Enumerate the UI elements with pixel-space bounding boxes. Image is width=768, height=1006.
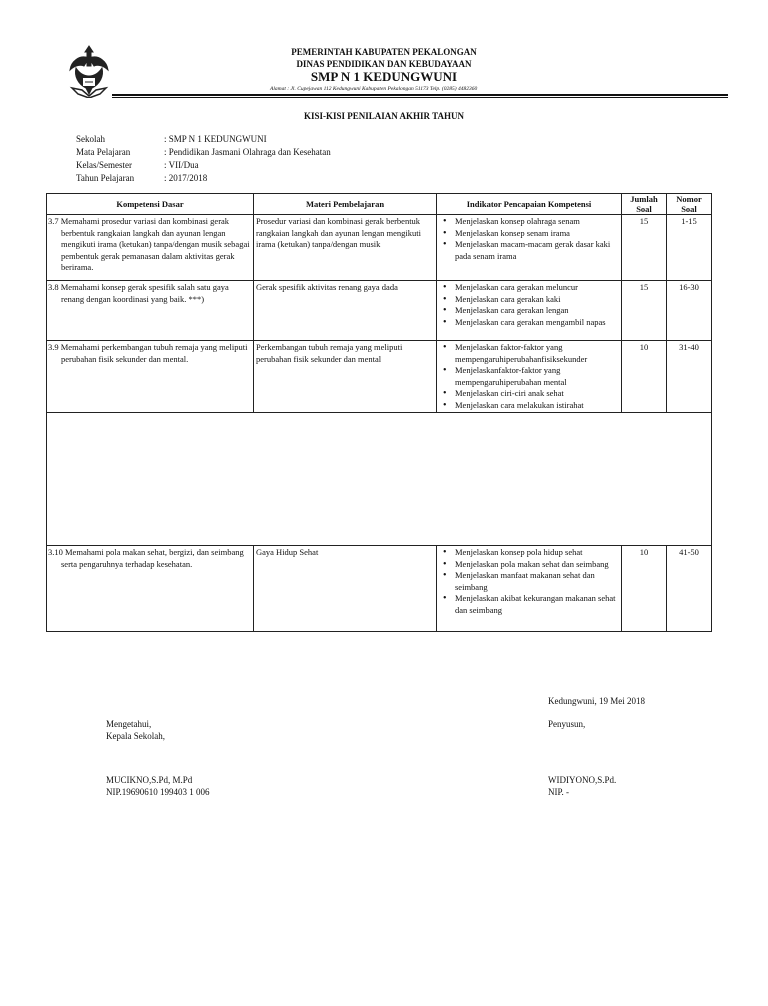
cell-materi: Gaya Hidup Sehat: [254, 546, 437, 632]
indicator-item: • Menjelaskan macam-macam gerak dasar kaki pada senam irama: [455, 239, 619, 262]
table-row: [47, 341, 712, 413]
indicator-item: • Menjelaskan cara melakukan istirahat: [455, 400, 619, 412]
info-value: : VII/Dua: [164, 160, 199, 170]
table-row: [47, 215, 712, 281]
cell-kd: 3.9 Memahami perkembangan tubuh remaja yang meliputi perubahan fisik sekunder dan mental.: [47, 341, 254, 413]
letterhead-rule-thick: [112, 94, 728, 96]
page-break-cell: [47, 413, 712, 546]
signature-acknowledge: Mengetahui,: [106, 719, 152, 729]
letterhead-government: PEMERINTAH KABUPATEN PEKALONGAN: [291, 47, 477, 57]
cell-kd: 3.10 Memahami pola makan sehat, bergizi, dan seimbang serta pengaruhnya terhadap kesehatan.: [47, 546, 254, 632]
info-label: Mata Pelajaran: [76, 147, 131, 157]
cell-nomor: 41-50: [667, 546, 712, 632]
cell-indikator: [437, 215, 622, 281]
cell-indikator: [437, 341, 622, 413]
indicator-item: • Menjelaskan cara gerakan mengambil napas: [455, 317, 619, 329]
info-value: : SMP N 1 KEDUNGWUNI: [164, 134, 267, 144]
indicator-item: • Menjelaskan cara gerakan meluncur: [455, 282, 619, 294]
table-row: [47, 281, 712, 341]
header-materi: Materi Pembelajaran: [254, 194, 437, 215]
cell-materi: Prosedur variasi dan kombinasi gerak berbentuk rangkaian langkah dan ayunan lengan mengikuti irama (ketukan) tanpa/dengan musik: [254, 215, 437, 281]
letterhead-rule-thin: [112, 97, 728, 98]
cell-materi: Gerak spesifik aktivitas renang gaya dada: [254, 281, 437, 341]
info-row-year: [76, 172, 331, 185]
info-label: Kelas/Semester: [76, 160, 132, 170]
indicator-item: • Menjelaskan cara gerakan kaki: [455, 294, 619, 306]
signature-right-title: Penyusun,: [548, 719, 586, 729]
info-row-subject: [76, 146, 331, 159]
indicator-item: • Menjelaskan cara gerakan lengan: [455, 305, 619, 317]
author-nip: NIP. -: [548, 787, 570, 797]
indicator-item: • Menjelaskan faktor-faktor yang mempengaruhiperubahanfisiksekunder: [455, 342, 619, 365]
indicator-item: • Menjelaskan konsep olahraga senam: [455, 216, 619, 228]
info-row-class: [76, 159, 331, 172]
header-jumlah: Jumlah Soal: [622, 194, 667, 215]
signature-left: [106, 718, 165, 742]
signature-left-identity: [106, 774, 210, 798]
cell-jumlah: 10: [622, 341, 667, 413]
table-row: [47, 546, 712, 632]
cell-jumlah: 15: [622, 281, 667, 341]
cell-nomor: 31-40: [667, 341, 712, 413]
indicator-item: • Menjelaskan ciri-ciri anak sehat: [455, 388, 619, 400]
author-name: WIDIYONO,S.Pd.: [548, 775, 617, 785]
cell-jumlah: 10: [622, 546, 667, 632]
cell-kd: 3.7 Memahami prosedur variasi dan kombinasi gerak berbentuk rangkaian langkah dan ayunan lengan mengikuti irama (ketukan) tanpa/dengan musik sebagai pembentuk gerak pemanasan dalam aktivitas gerak berirama.: [47, 215, 254, 281]
indicator-item: • Menjelaskan konsep pola hidup sehat: [455, 547, 619, 559]
document-info: [76, 133, 331, 185]
letterhead-department: DINAS PENDIDIKAN DAN KEBUDAYAAN: [296, 59, 472, 69]
info-value: : 2017/2018: [164, 173, 208, 183]
cell-nomor: 1-15: [667, 215, 712, 281]
cell-indikator: [437, 546, 622, 632]
header-kd: Kompetensi Dasar: [47, 194, 254, 215]
document-title: KISI-KISI PENILAIAN AKHIR TAHUN: [304, 111, 464, 121]
letterhead-school: SMP N 1 KEDUNGWUNI: [310, 69, 458, 84]
indicator-item: • Menjelaskan akibat kekurangan makanan sehat dan seimbang: [455, 593, 619, 616]
indicator-item: • Menjelaskanfaktor-faktor yang mempengaruhiperubahan mental: [455, 365, 619, 388]
table-header-row: [47, 194, 712, 215]
blueprint-table: [46, 193, 712, 632]
principal-name: MUCIKNO,S.Pd, M.Pd: [106, 775, 193, 785]
place-date: Kedungwuni, 19 Mei 2018: [548, 696, 645, 706]
info-label: Sekolah: [76, 134, 105, 144]
header-indikator: Indikator Pencapaian Kompetensi: [437, 194, 622, 215]
info-row-school: [76, 133, 331, 146]
cell-kd: 3.8 Memahami konsep gerak spesifik salah satu gaya renang dengan koordinasi yang baik. ***): [47, 281, 254, 341]
info-label: Tahun Pelajaran: [76, 173, 135, 183]
cell-indikator: [437, 281, 622, 341]
cell-jumlah: 15: [622, 215, 667, 281]
info-value: : Pendidikan Jasmani Olahraga dan Kesehatan: [164, 147, 331, 157]
indicator-item: • Menjelaskan manfaat makanan sehat dan seimbang: [455, 570, 619, 593]
principal-nip: NIP.19690610 199403 1 006: [106, 787, 210, 797]
header-nomor: Nomor Soal: [667, 194, 712, 215]
cell-materi: Perkembangan tubuh remaja yang meliputi perubahan fisik sekunder dan mental: [254, 341, 437, 413]
signature-right-identity: [548, 774, 616, 798]
letterhead-address: Alamat : Jl. Cupejawan 112 Kedungwuni Kabupaten Pekalongan 51173 Telp. (0285) 4482360: [270, 86, 478, 92]
page-break-gap: [47, 413, 712, 546]
signature-role: Kepala Sekolah,: [106, 731, 165, 741]
indicator-item: • Menjelaskan konsep senam irama: [455, 228, 619, 240]
cell-nomor: 16-30: [667, 281, 712, 341]
indicator-item: • Menjelaskan pola makan sehat dan seimbang: [455, 559, 619, 571]
